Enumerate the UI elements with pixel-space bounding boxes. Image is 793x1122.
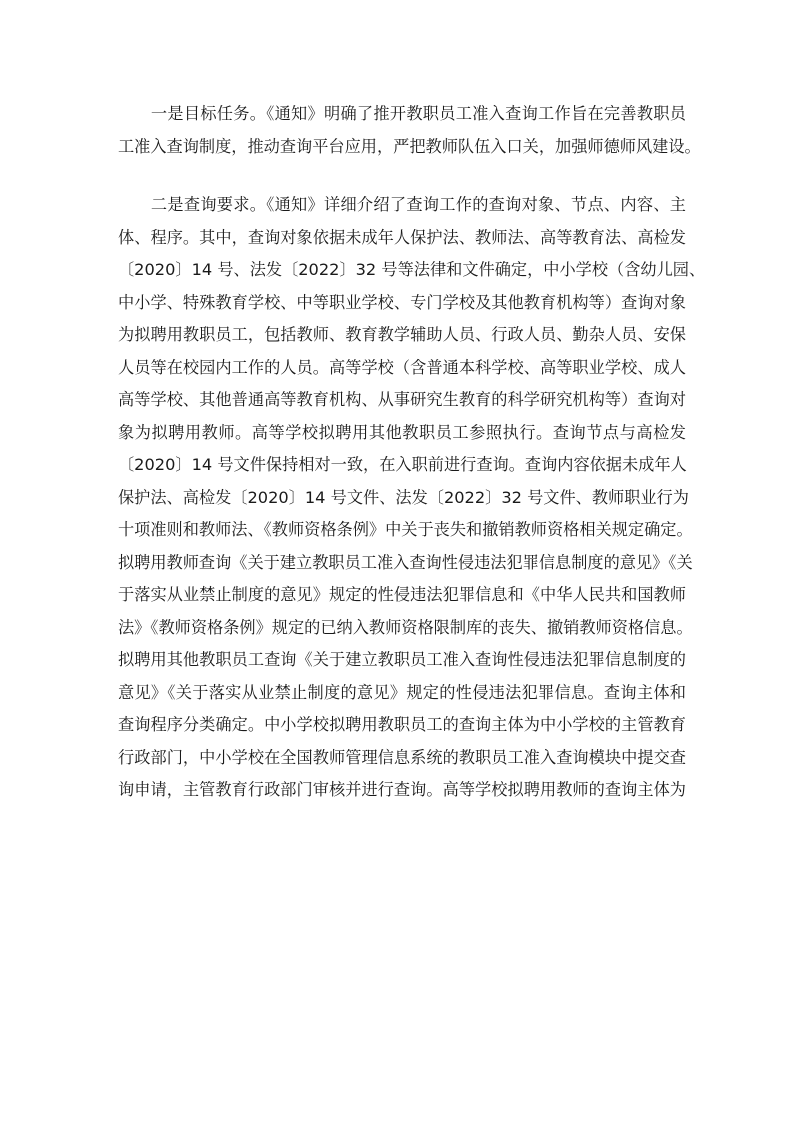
text-line: 人员等在校园内工作的人员。高等学校（含普通本科学校、高等职业学校、成人: [118, 357, 686, 377]
text-line: 询申请，主管教育行政部门审核并进行查询。高等学校拟聘用教师的查询主体为: [118, 780, 686, 799]
text-line: 法》《教师资格条例》规定的已纳入教师资格限制库的丧失、撤销教师资格信息。: [118, 617, 693, 637]
text-line: 高等学校、其他普通高等教育机构、从事研究生教育的科学研究机构等）查询对: [118, 390, 686, 409]
text-line: 工准入查询制度，推动查询平台应用，严把教师队伍入口关，加强师德师风建设。: [118, 136, 701, 156]
text-line: 保护法、高检发〔2020〕14 号文件、法发〔2022〕32 号文件、教师职业行为: [118, 487, 689, 507]
text-line: 为拟聘用教职员工，包括教师、教育教学辅助人员、行政人员、勤杂人员、安保: [118, 325, 686, 344]
document-page: [118, 98, 706, 807]
text-line: 〔2020〕14 号文件保持相对一致，在入职前进行查询。查询内容依据未成年人: [118, 455, 687, 474]
paragraph-query-requirements: [118, 189, 706, 807]
text-line: 中小学、特殊教育学校、中等职业学校、专门学校及其他教育机构等）查询对象: [118, 292, 686, 312]
text-line: 查询程序分类确定。中小学校拟聘用教职员工的查询主体为中小学校的主管教育: [118, 715, 686, 734]
text-line: 〔2020〕14 号、法发〔2022〕32 号等法律和文件确定，中小学校（含幼儿园、: [118, 260, 706, 279]
text-line: 于落实从业禁止制度的意见》规定的性侵违法犯罪信息和《中华人民共和国教师: [118, 585, 686, 604]
text-line: 二是查询要求。《通知》详细介绍了查询工作的查询对象、节点、内容、主: [118, 195, 686, 214]
text-line: 拟聘用其他教职员工查询《关于建立教职员工准入查询性侵违法犯罪信息制度的: [118, 650, 686, 669]
text-line: 拟聘用教师查询《关于建立教职员工准入查询性侵违法犯罪信息制度的意见》《关: [118, 552, 693, 572]
text-line: 十项准则和教师法、《教师资格条例》中关于丧失和撤销教师资格相关规定确定。: [118, 520, 693, 539]
text-line: 意见》《关于落实从业禁止制度的意见》规定的性侵违法犯罪信息。查询主体和: [118, 682, 686, 702]
paragraph-target-tasks: [118, 98, 701, 163]
text-line: 一是目标任务。《通知》明确了推开教职员工准入查询工作旨在完善教职员: [118, 104, 686, 123]
text-line: 行政部门，中小学校在全国教师管理信息系统的教职员工准入查询模块中提交查: [118, 747, 686, 767]
text-line: 体、程序。其中，查询对象依据未成年人保护法、教师法、高等教育法、高检发: [118, 227, 686, 247]
text-line: 象为拟聘用教师。高等学校拟聘用其他教职员工参照执行。查询节点与高检发: [118, 422, 686, 442]
